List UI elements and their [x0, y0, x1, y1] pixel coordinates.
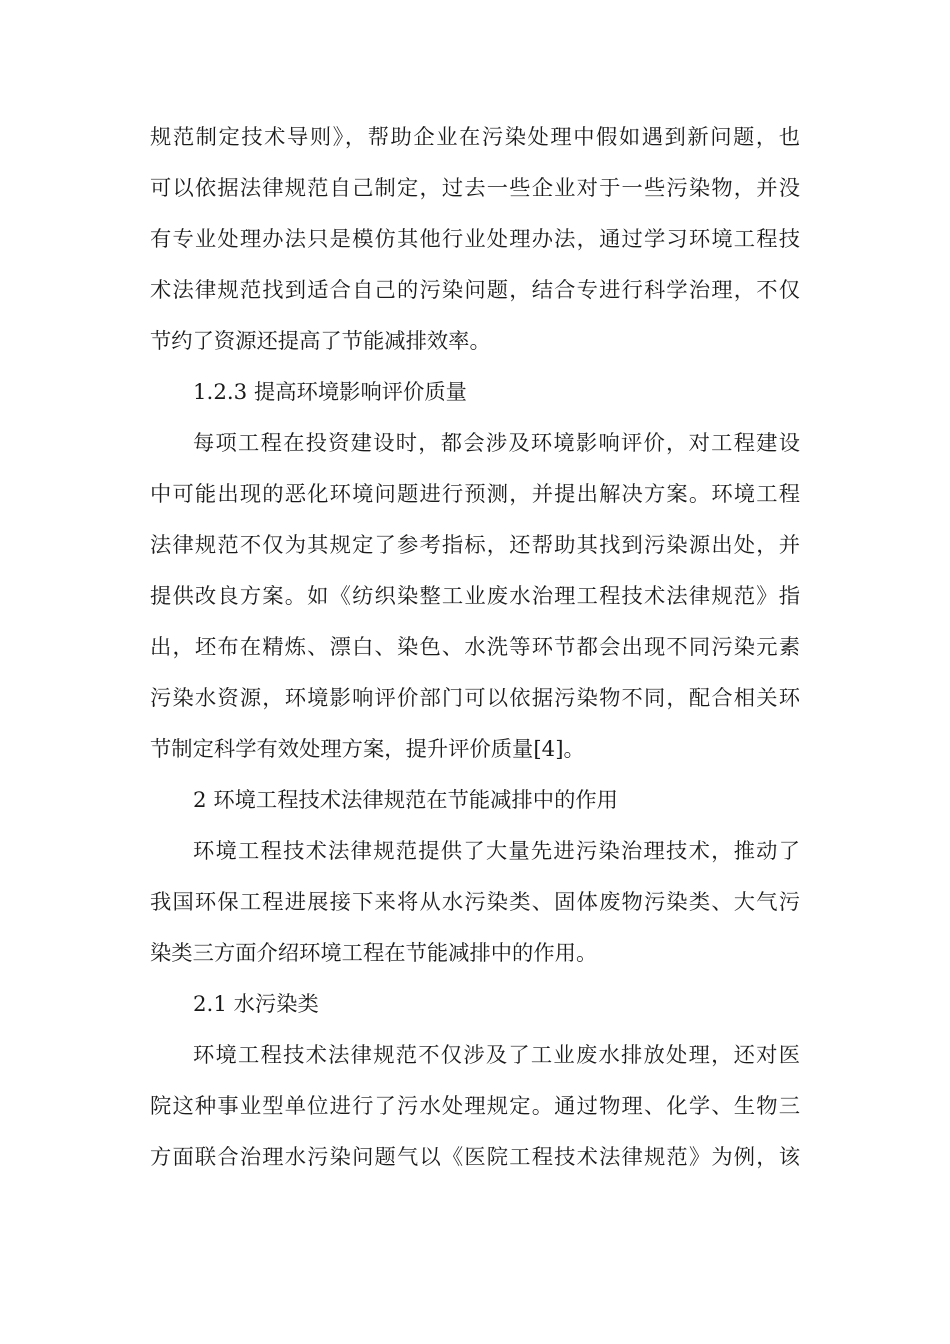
text-line: 术法律规范找到适合自己的污染问题，结合专进行科学治理，不仅	[150, 278, 800, 303]
text-line: 出，坯布在精炼、漂白、染色、水洗等环节都会出现不同污染元素	[150, 635, 800, 660]
text-line: 中可能出现的恶化环境问题进行预测，并提出解决方案。环境工程	[150, 482, 800, 507]
text-line: 污染水资源，环境影响评价部门可以依据污染物不同，配合相关环	[150, 686, 800, 711]
paragraph	[150, 112, 800, 367]
text-line: 方面联合治理水污染问题气以《医院工程技术法律规范》为例，该	[150, 1145, 800, 1170]
text-line: 每项工程在投资建设时，都会涉及环境影响评价，对工程建设	[193, 431, 800, 456]
text-line: 染类三方面介绍环境工程在节能减排中的作用。	[150, 941, 598, 966]
paragraph	[150, 418, 800, 775]
section-heading: 2 环境工程技术法律规范在节能减排中的作用	[193, 788, 618, 813]
paragraph	[150, 826, 800, 979]
paragraph	[150, 1030, 800, 1183]
text-line: 节约了资源还提高了节能减排效率。	[150, 329, 491, 354]
text-line: 法律规范不仅为其规定了参考指标，还帮助其找到污染源出处，并	[150, 533, 800, 558]
text-line: 节制定科学有效处理方案，提升评价质量[4]。	[150, 737, 585, 762]
text-line: 院这种事业型单位进行了污水处理规定。通过物理、化学、生物三	[150, 1094, 800, 1119]
text-line: 可以依据法律规范自己制定，过去一些企业对于一些污染物，并没	[150, 176, 800, 201]
text-line: 环境工程技术法律规范不仅涉及了工业废水排放处理，还对医	[193, 1043, 800, 1068]
text-line: 我国环保工程进展接下来将从水污染类、固体废物污染类、大气污	[150, 890, 800, 915]
text-line: 规范制定技术导则》，帮助企业在污染处理中假如遇到新问题，也	[150, 125, 800, 150]
document-page	[150, 112, 800, 1183]
section-heading: 2.1 水污染类	[193, 992, 319, 1017]
section-heading: 1.2.3 提高环境影响评价质量	[193, 380, 467, 405]
text-line: 提供改良方案。如《纺织染整工业废水治理工程技术法律规范》指	[150, 584, 800, 609]
text-line: 环境工程技术法律规范提供了大量先进污染治理技术，推动了	[193, 839, 800, 864]
text-line: 有专业处理办法只是模仿其他行业处理办法，通过学习环境工程技	[150, 227, 800, 252]
